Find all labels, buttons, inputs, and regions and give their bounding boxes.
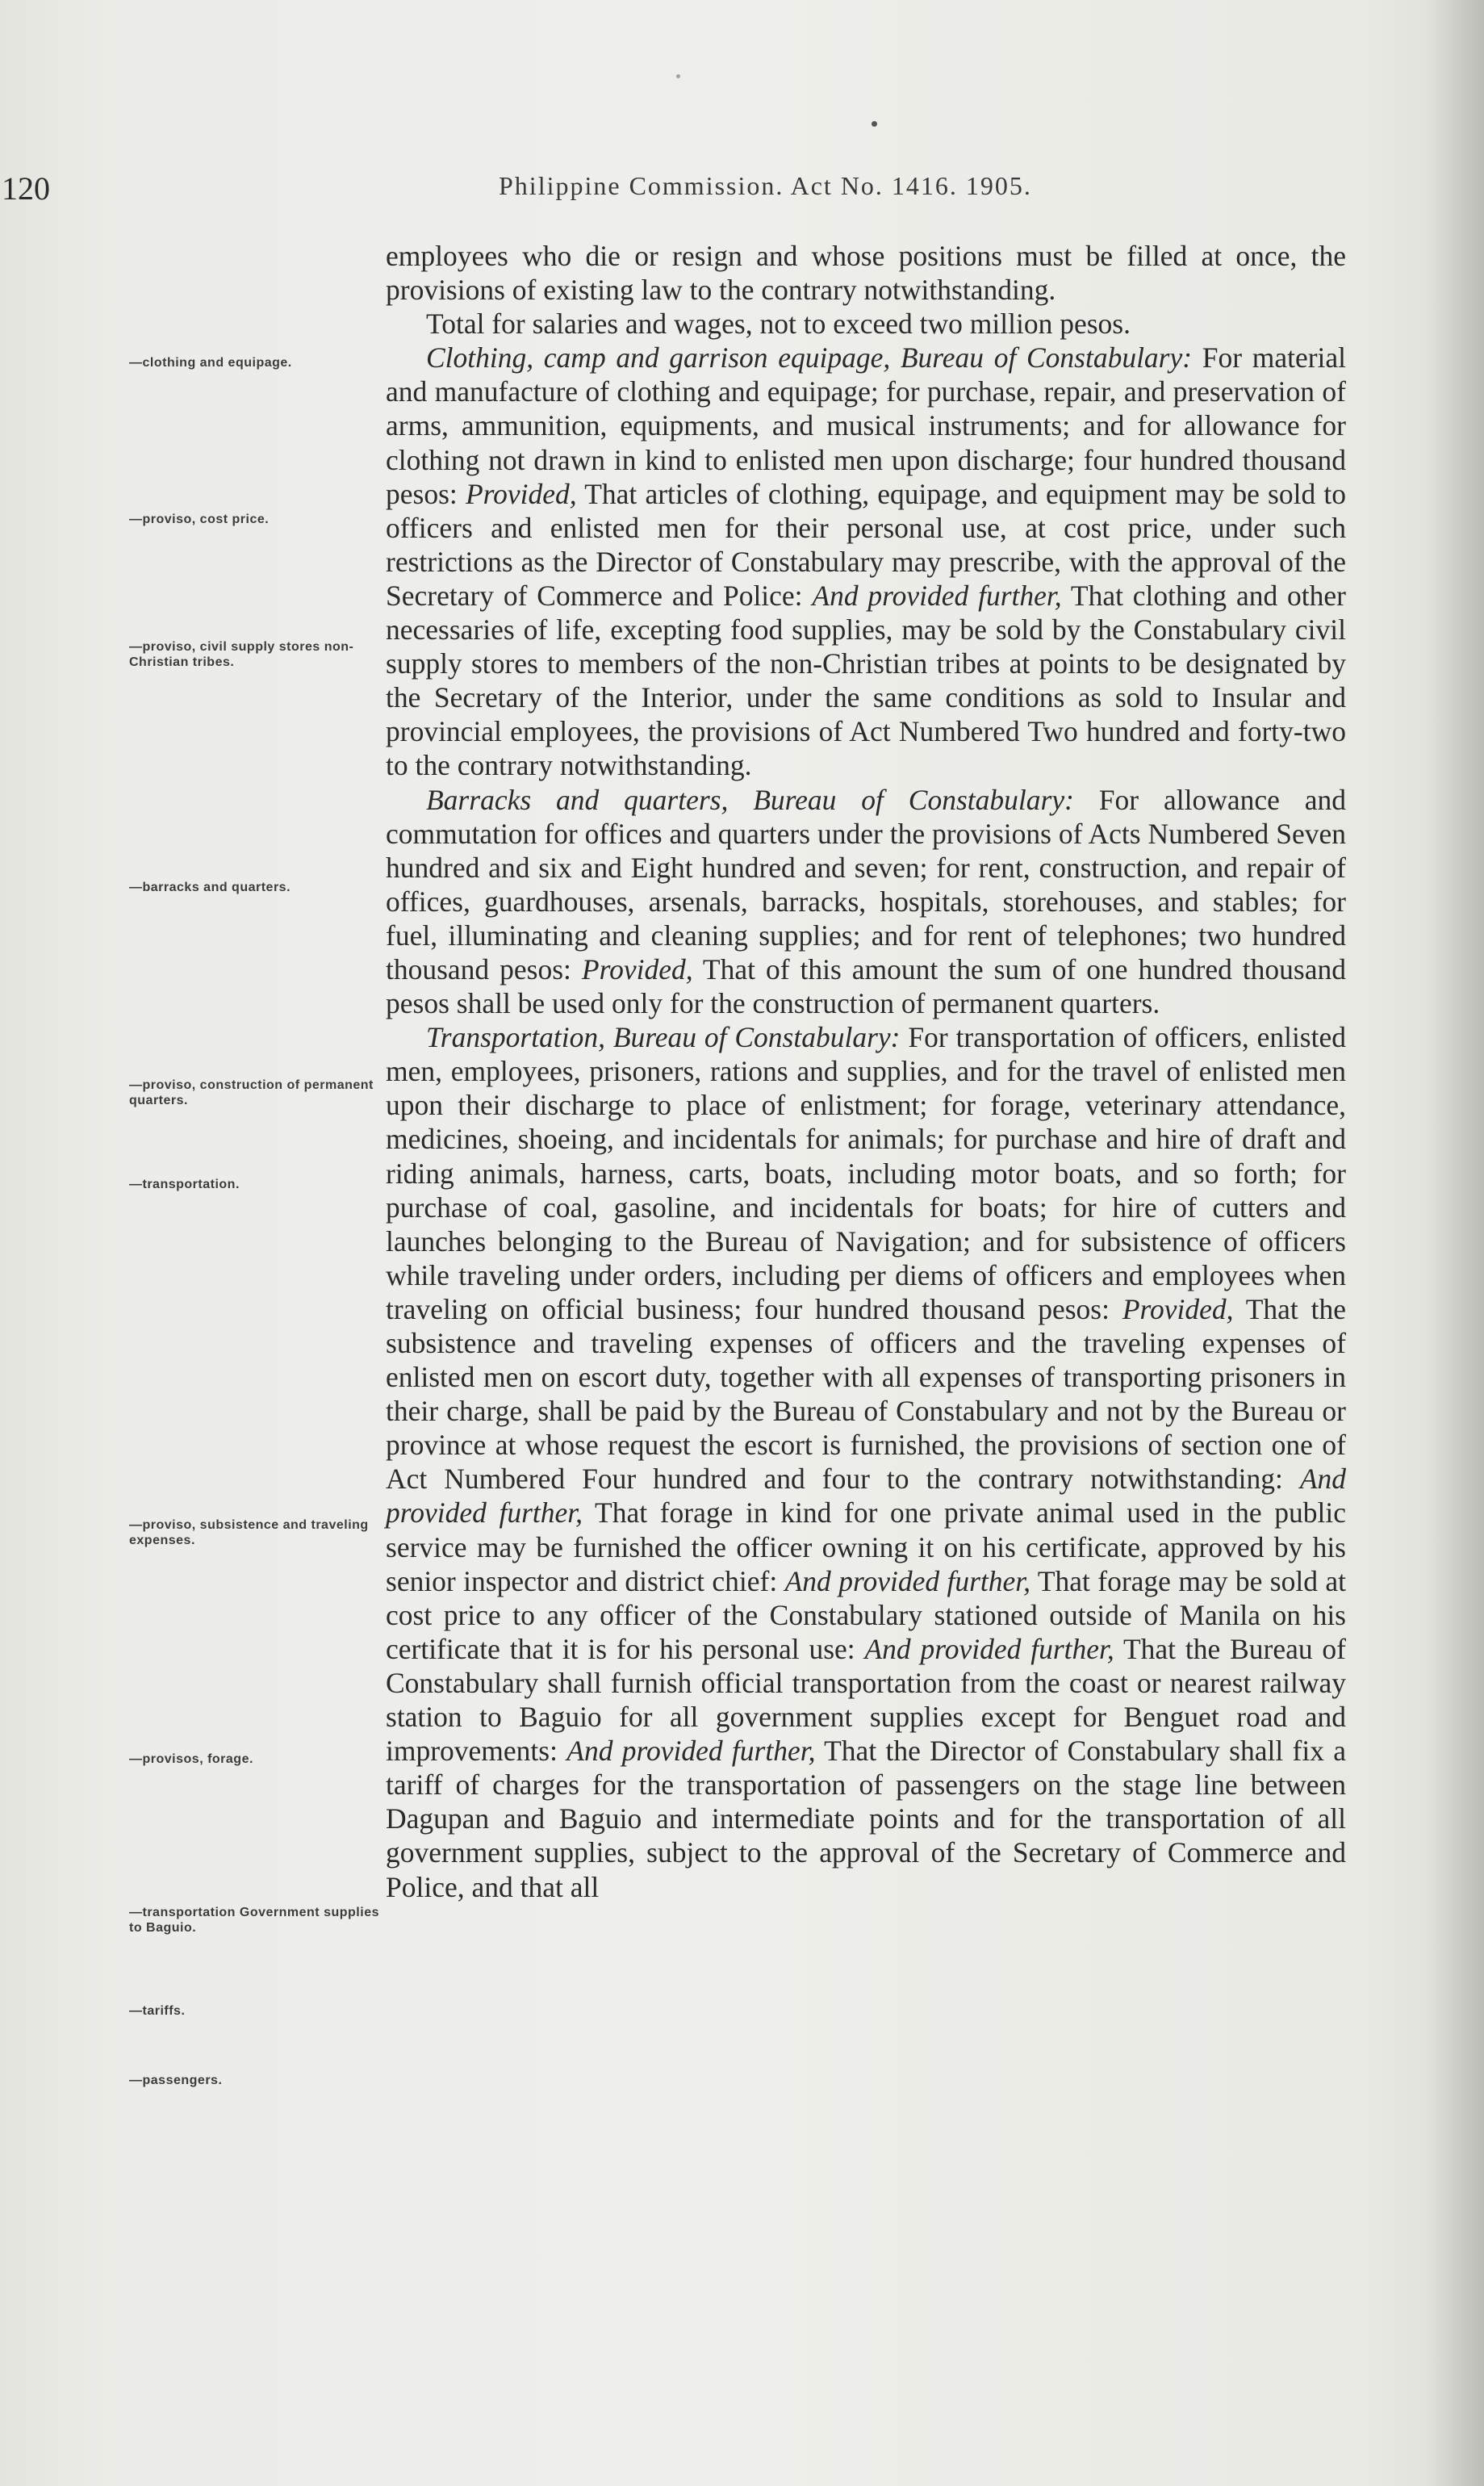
body-text-run: That forage may be sold at cost price to any officer of the Constabulary stationed outside of Manila on his certificate that it is for his personal use: (386, 1564, 1346, 1665)
running-head: Philippine Commission. Act No. 1416. 1905. (499, 171, 1032, 200)
margin-note: —transportation Government supplies to Baguio. (129, 1906, 379, 1935)
margin-note: —tariffs. (129, 2004, 186, 2018)
body-text-run: For material and manufacture of clothing and equipage; for purchase, repair, and preservation of arms, ammunition, equipments, and musical instruments; and for allowance for clothing not drawn in kind to enlisted men upon discharge; four hundred thousand pesos: (386, 341, 1347, 510)
italic-heading-text: And provided further, (812, 579, 1062, 612)
body-text-run: That the subsistence and traveling expenses of officers and the traveling expenses of enlisted men on escort duty, together with all expenses of transporting prisoners in their charge, shall be paid by the Bureau of Constabulary and not by the Bureau or province at whose request the escort is furnished, the provisions of section one of Act Numbered Four hundred and four to the contrary notwithstanding: (386, 1292, 1346, 1496)
paragraph-transportation (386, 1020, 1346, 1903)
paragraph-total (386, 307, 1346, 341)
body-text (386, 239, 1346, 1904)
italic-heading-text: Provided, (1122, 1292, 1234, 1325)
page-edge-shadow (1428, 0, 1484, 2486)
scan-speck (676, 74, 680, 78)
paragraph-continuation (386, 239, 1346, 307)
margin-note: —barracks and quarters. (129, 881, 291, 894)
margin-note: —passengers. (129, 2074, 223, 2087)
body-text-run: employees who die or resign and whose positions must be filled at once, the provisions of existing law to the contrary notwithstanding. (386, 240, 1346, 307)
paragraph-barracks (386, 783, 1346, 1021)
margin-note: —proviso, construction of permanent quarters. (129, 1078, 374, 1107)
body-text-run: That clothing and other necessaries of life, excepting food supplies, may be sold by the Constabulary civil supply stores to members of the non-Christian tribes at points to be designated by the Secretary of the Interior, under the same conditions as sold to Insular and provincial employees, the provisions of Act Numbered Two hundred and forty-two to the contrary notwithstanding. (386, 579, 1346, 782)
body-text-run: That the Bureau of Constabulary shall furnish official transportation from the coast or nearest railway station to Baguio for all government supplies except for Benguet road and improvements: (386, 1632, 1346, 1768)
paragraph-clothing (386, 341, 1346, 782)
body-text-run: Total for salaries and wages, not to exceed two million pesos. (426, 308, 1131, 341)
scan-speck (872, 121, 877, 127)
margin-note: —transportation. (129, 1178, 240, 1191)
margin-note: —proviso, cost price. (129, 513, 270, 526)
margin-note: —provisos, forage. (129, 1752, 253, 1766)
italic-heading-text: And provided further, (566, 1735, 816, 1768)
italic-heading-text: Clothing, camp and garrison equipage, Bureau of Constabulary: (426, 341, 1193, 375)
body-text-run: For allowance and commutation for offices and quarters under the provisions of Acts Numbered Seven hundred and six and Eight hundred and seven; for rent, construction, and repair of offices, guardhouses, arsenals, barracks, hospitals, storehouses, and stables; for fuel, illuminating and cleaning supplies; and for rent of telephones; two hundred thousand pesos: (386, 783, 1347, 986)
body-text-run: That articles of clothing, equipage, and equipment may be sold to officers and enlisted men for their personal use, at cost price, under such restrictions as the Director of Constabulary may prescribe, with the approval of the Secretary of Commerce and Police: (386, 477, 1346, 612)
body-text-run: For transportation of officers, enlisted men, employees, prisoners, rations and supplies, and for the travel of enlisted men upon their discharge to place of enlistment; for forage, veterinary attendance, medicines, shoeing, and incidentals for animals; for purchase and hire of draft and riding animals, harness, carts, boats, including motor boats, and so forth; for purchase of coal, gasoline, and incidentals for boats; for hire of cutters and launches belonging to the Bureau of Navigation; and for subsistence of officers while traveling under orders, including per diems of officers and employees when traveling on official business; four hundred thousand pesos: (386, 1021, 1346, 1325)
page-number: 120 (2, 170, 50, 207)
margin-note: —proviso, civil supply stores non-Christian tribes. (129, 640, 354, 669)
italic-heading-text: And provided further, (784, 1564, 1031, 1597)
italic-heading-text: Provided, (581, 952, 693, 986)
margin-note: —proviso, subsistence and traveling expenses. (129, 1518, 369, 1547)
body-text-run: That forage in kind for one private animal used in the public service may be furnished the officer owning it on his certificate, approved by his senior inspector and district chief: (386, 1496, 1346, 1597)
body-text-run: That the Director of Constabulary shall fix a tariff of charges for the transportation of passengers on the stage line between Dagupan and Baguio and intermediate points and for the transportation of all government supplies, subject to the approval of the Secretary of Commerce and Police, and that all (386, 1735, 1346, 1903)
italic-heading-text: Barracks and quarters, Bureau of Constabulary: (426, 783, 1074, 816)
italic-heading-text: And provided further, (386, 1463, 1346, 1530)
margin-note: —clothing and equipage. (129, 356, 292, 370)
italic-heading-text: And provided further, (864, 1632, 1114, 1665)
italic-heading-text: Provided, (465, 477, 577, 510)
body-text-run: That of this amount the sum of one hundred thousand pesos shall be used only for the construction of permanent quarters. (386, 952, 1346, 1020)
italic-heading-text: Transportation, Bureau of Constabulary: (426, 1021, 901, 1054)
